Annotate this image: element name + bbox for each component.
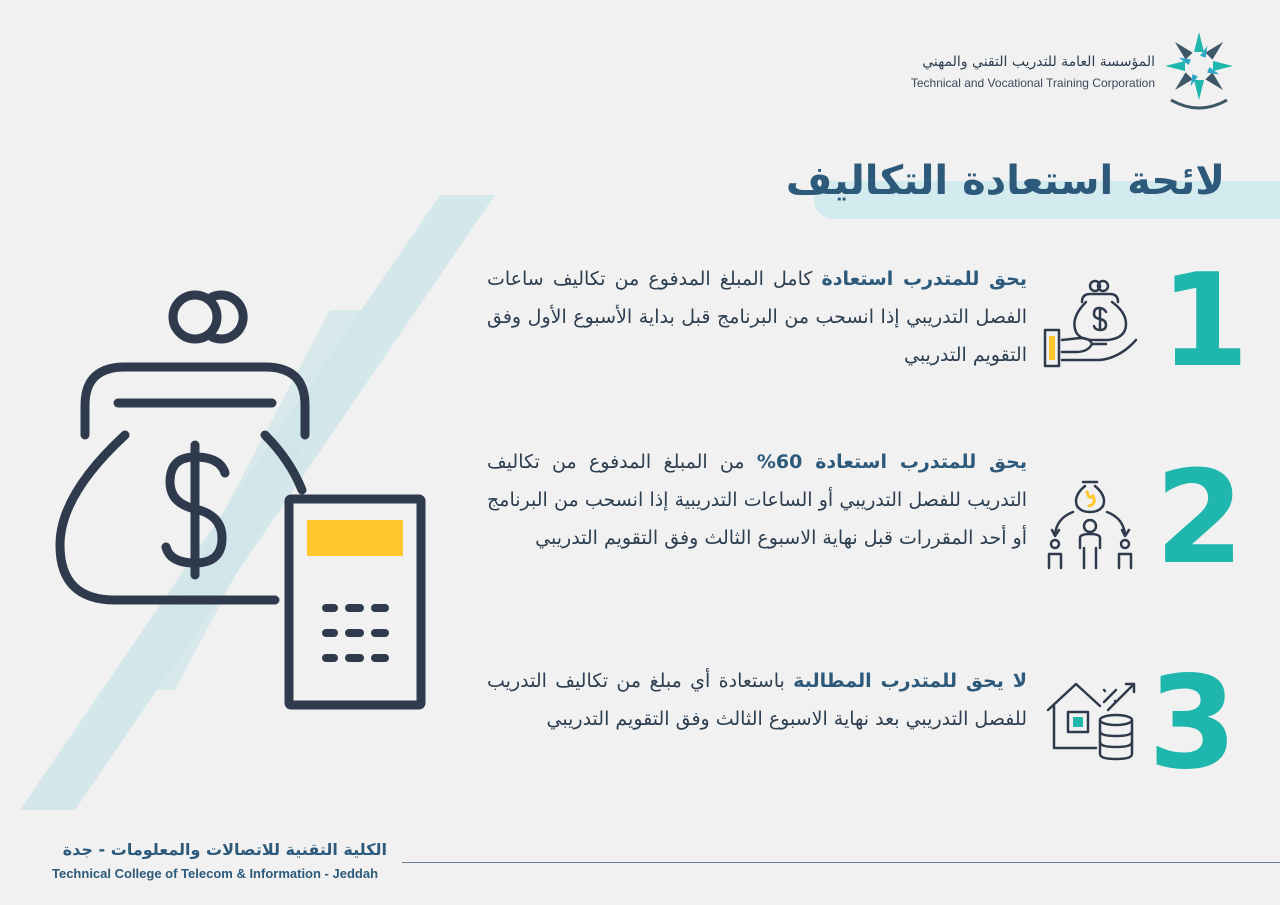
refund-item-2-highlight: يحق للمتدرب استعادة 60% xyxy=(756,451,1028,473)
refund-item-2-text xyxy=(487,443,1027,557)
org-name-english: Technical and Vocational Training Corporation xyxy=(910,76,1155,90)
org-name-arabic: المؤسسة العامة للتدريب التقني والمهني xyxy=(922,54,1155,70)
footer-divider xyxy=(402,862,1280,863)
college-name-arabic: الكلية التقنية للاتصالات والمعلومات - جدة xyxy=(62,840,387,859)
refund-item-3-highlight: لا يحق للمتدرب المطالبة xyxy=(793,670,1027,692)
tvtc-star-logo-icon xyxy=(1163,30,1235,112)
money-bag-hand-icon xyxy=(1040,278,1140,370)
refund-item-1-body: كامل المبلغ المدفوع من تكاليف ساعات الفصل التدريبي إذا انسحب من البرنامج قبل بداية الأسبوع الأول وفق التقويم التدريبي xyxy=(487,268,1027,366)
refund-item-3-text xyxy=(487,662,1027,738)
person-money-distribution-icon xyxy=(1043,476,1138,574)
college-name-english: Technical College of Telecom & Information - Jeddah xyxy=(52,866,379,881)
refund-item-1-text xyxy=(487,260,1027,374)
page-title: لائحة استعادة التكاليف xyxy=(785,158,1225,204)
refund-item-1-number: 1 xyxy=(1160,247,1250,396)
refund-item-3-body: باستعادة أي مبلغ من تكاليف التدريب للفصل التدريبي بعد نهاية الاسبوع الثالث وفق التقويم التدريبي xyxy=(487,670,1027,730)
refund-item-2-body: من المبلغ المدفوع من تكاليف التدريب للفصل التدريبي أو الساعات التدريبية إذا انسحب من البرنامج أو أحد المقررات قبل نهاية الاسبوع الثالث وفق التقويم التدريبي xyxy=(487,451,1027,549)
refund-item-2-number: 2 xyxy=(1155,444,1245,593)
refund-item-1-highlight: يحق للمتدرب استعادة xyxy=(821,268,1027,290)
wallet-calculator-illustration xyxy=(40,285,440,725)
house-percent-coins-icon xyxy=(1044,680,1140,762)
refund-item-3-number: 3 xyxy=(1148,649,1238,798)
